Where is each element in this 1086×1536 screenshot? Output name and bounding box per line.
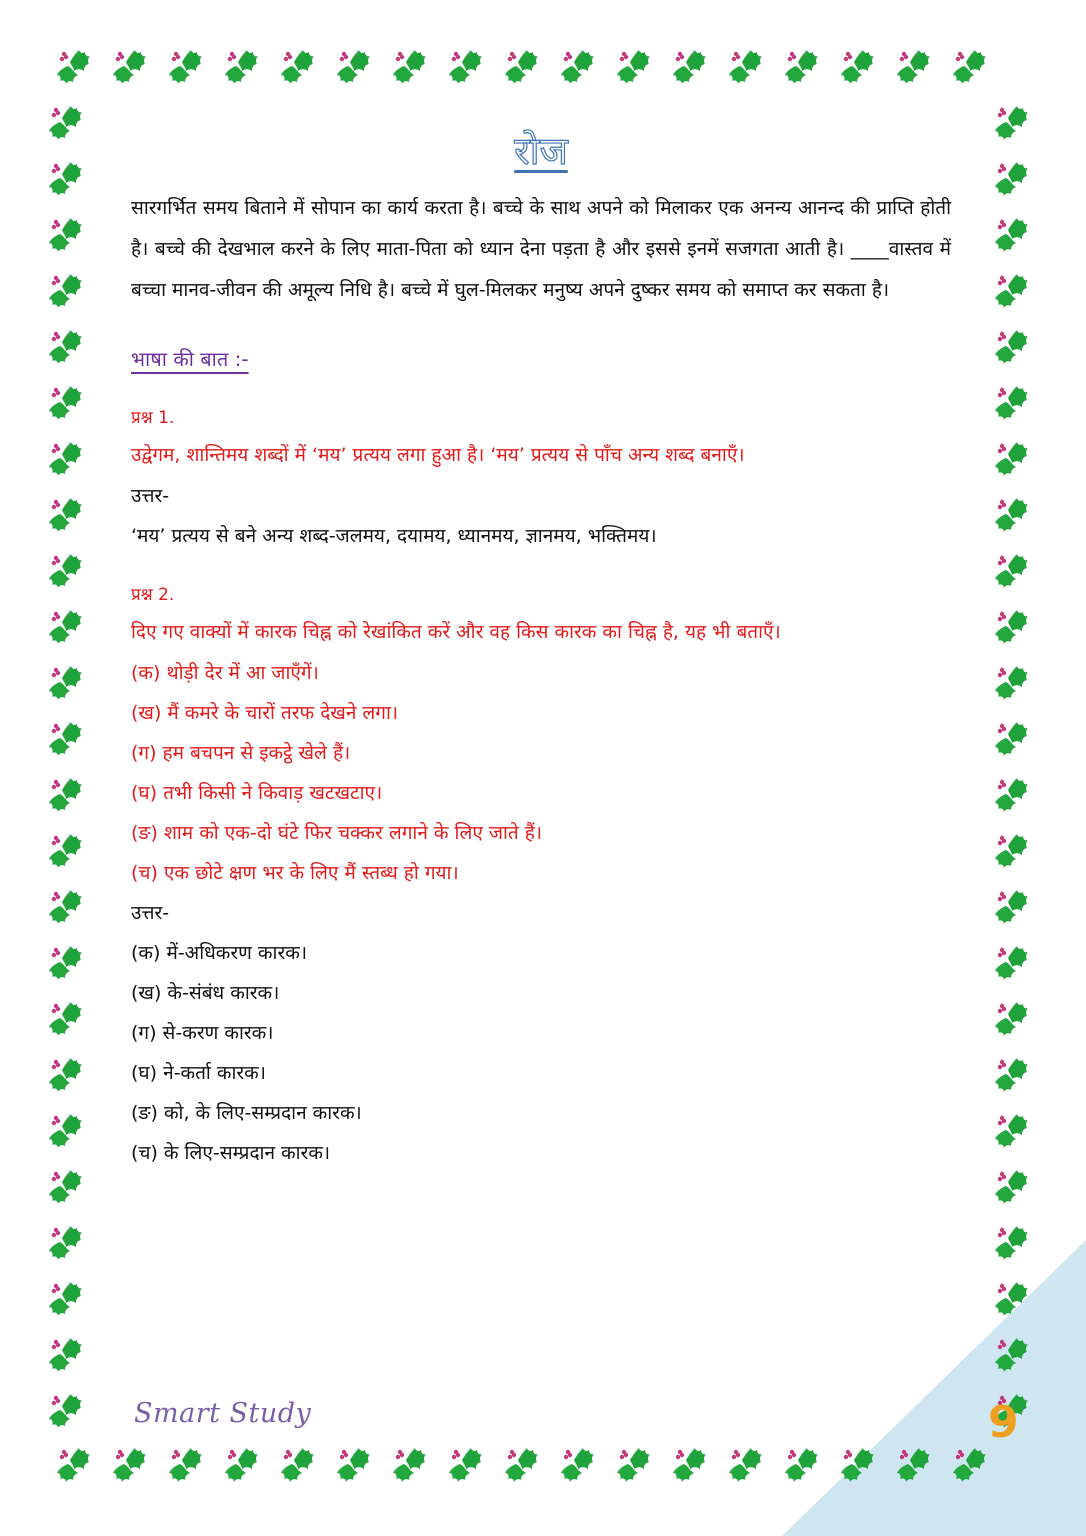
intro-paragraph: सारगर्भित समय बिताने में सोपान का कार्य करता है। बच्चे के साथ अपने को मिलाकर एक अनन्य आनन्द की प्राप्ति होती है। बच्चे की देखभाल करने के लिए माता-पिता को ध्यान देना पड़ता है और इससे इनमें सजगता आती है। ____वास्तव में बच्चा मानव-जीवन की अमूल्य निधि है। बच्चे में घुल-मिलकर मनुष्य अपने दुष्कर समय को समाप्त कर सकता है। — [131, 197, 951, 301]
sentence-item: (ङ) शाम को एक-दो घंटे फिर चक्कर लगाने के लिए जाते हैं। — [131, 822, 543, 844]
holly-leaf-icon — [337, 50, 370, 84]
holly-leaf-icon — [995, 162, 1028, 196]
holly-leaf-icon — [505, 50, 538, 84]
answer-label: उत्तर- — [131, 902, 170, 924]
holly-leaf-icon — [49, 554, 82, 588]
holly-leaf-icon — [995, 1058, 1028, 1092]
holly-leaf-icon — [673, 1448, 706, 1482]
answer-item: (ग) से-करण कारक। — [131, 1022, 274, 1044]
holly-leaf-icon — [49, 722, 82, 756]
holly-leaf-icon — [49, 218, 82, 252]
sentence-item: (क) थोड़ी देर में आ जाएँगें। — [131, 662, 319, 684]
holly-leaf-icon — [617, 50, 650, 84]
sentence-item: (घ) तभी किसी ने किवाड़ खटखटाए। — [131, 782, 383, 804]
holly-leaf-icon — [113, 50, 146, 84]
holly-leaf-icon — [995, 1114, 1028, 1148]
holly-leaf-icon — [995, 722, 1028, 756]
holly-leaf-icon — [995, 498, 1028, 532]
answer-item: (क) में-अधिकरण कारक। — [131, 942, 308, 964]
holly-leaf-icon — [113, 1448, 146, 1482]
holly-leaf-icon — [617, 1448, 650, 1482]
holly-leaf-icon — [449, 50, 482, 84]
holly-leaf-icon — [49, 1002, 82, 1036]
holly-leaf-icon — [49, 1282, 82, 1316]
holly-leaf-icon — [57, 50, 90, 84]
page-title: रोज — [514, 129, 568, 173]
holly-leaf-icon — [337, 1448, 370, 1482]
answer-text: ‘मय’ प्रत्यय से बने अन्य शब्द-जलमय, दयामय, ध्यानमय, ज्ञानमय, भक्तिमय। — [131, 525, 657, 547]
holly-leaf-icon — [953, 1448, 986, 1482]
holly-leaf-icon — [281, 50, 314, 84]
question-number: प्रश्न 1. — [131, 408, 175, 428]
question-text: दिए गए वाक्यों में कारक चिह्न को रेखांकित करें और वह किस कारक का चिह्न है, यह भी बताएँ। — [131, 621, 781, 643]
holly-leaf-icon — [995, 442, 1028, 476]
holly-leaf-icon — [995, 778, 1028, 812]
holly-leaf-icon — [995, 554, 1028, 588]
holly-leaf-icon — [505, 1448, 538, 1482]
holly-leaf-icon — [49, 162, 82, 196]
answer-item: (घ) ने-कर्ता कारक। — [131, 1062, 266, 1084]
holly-leaf-icon — [49, 1394, 82, 1428]
sentence-item: (ख) मैं कमरे के चारों तरफ देखने लगा। — [131, 702, 399, 724]
question-block-1 — [131, 401, 951, 556]
holly-leaf-icon — [841, 50, 874, 84]
holly-leaf-icon — [225, 1448, 258, 1482]
holly-leaf-icon — [561, 50, 594, 84]
holly-leaf-icon — [995, 1226, 1028, 1260]
holly-leaf-icon — [995, 218, 1028, 252]
holly-leaf-icon — [897, 1448, 930, 1482]
holly-leaf-icon — [49, 442, 82, 476]
holly-leaf-icon — [49, 610, 82, 644]
holly-leaf-icon — [995, 666, 1028, 700]
holly-leaf-icon — [995, 274, 1028, 308]
holly-leaf-icon — [729, 1448, 762, 1482]
holly-leaf-icon — [49, 106, 82, 140]
holly-leaf-icon — [49, 386, 82, 420]
holly-leaf-icon — [49, 274, 82, 308]
answer-item: (ख) के-संबंध कारक। — [131, 982, 280, 1004]
holly-leaf-icon — [995, 1282, 1028, 1316]
holly-leaf-icon — [57, 1448, 90, 1482]
answer-item: (ङ) को, के लिए-सम्प्रदान कारक। — [131, 1102, 362, 1124]
holly-leaf-icon — [995, 890, 1028, 924]
holly-leaf-icon — [393, 50, 426, 84]
holly-leaf-icon — [995, 1002, 1028, 1036]
holly-leaf-icon — [561, 1448, 594, 1482]
sentence-item: (च) एक छोटे क्षण भर के लिए मैं स्तब्ध हो गया। — [131, 862, 459, 884]
question-text: उद्वेगम, शान्तिमय शब्दों में ‘मय’ प्रत्यय लगा हुआ है। ‘मय’ प्रत्यय से पाँच अन्य शब्द बनाएँ। — [131, 444, 745, 466]
answer-item: (च) के लिए-सम्प्रदान कारक। — [131, 1142, 331, 1164]
page-number: 9 — [988, 1397, 1019, 1448]
holly-leaf-icon — [225, 50, 258, 84]
holly-leaf-icon — [169, 1448, 202, 1482]
sentence-item: (ग) हम बचपन से इकट्ठे खेले हैं। — [131, 742, 351, 764]
holly-leaf-icon — [995, 106, 1028, 140]
question-number: प्रश्न 2. — [131, 585, 175, 605]
holly-leaf-icon — [49, 1058, 82, 1092]
holly-leaf-icon — [169, 50, 202, 84]
holly-leaf-icon — [49, 666, 82, 700]
holly-leaf-icon — [995, 330, 1028, 364]
holly-leaf-icon — [49, 1338, 82, 1372]
holly-leaf-icon — [49, 1114, 82, 1148]
question-block-2 — [131, 578, 951, 1173]
holly-leaf-icon — [49, 778, 82, 812]
holly-leaf-icon — [49, 834, 82, 868]
holly-leaf-icon — [281, 1448, 314, 1482]
holly-leaf-icon — [995, 610, 1028, 644]
holly-leaf-icon — [449, 1448, 482, 1482]
holly-leaf-icon — [785, 1448, 818, 1482]
holly-leaf-icon — [953, 50, 986, 84]
brand-logo-text: Smart Study — [134, 1398, 312, 1429]
holly-leaf-icon — [49, 946, 82, 980]
holly-leaf-icon — [785, 50, 818, 84]
holly-leaf-icon — [995, 1338, 1028, 1372]
holly-leaf-icon — [897, 50, 930, 84]
section-heading: भाषा की बात :- — [131, 347, 249, 371]
holly-leaf-icon — [841, 1448, 874, 1482]
holly-leaf-icon — [995, 834, 1028, 868]
holly-leaf-icon — [49, 330, 82, 364]
holly-leaf-icon — [995, 946, 1028, 980]
holly-leaf-icon — [49, 890, 82, 924]
holly-leaf-icon — [995, 386, 1028, 420]
holly-leaf-icon — [673, 50, 706, 84]
holly-leaf-icon — [995, 1170, 1028, 1204]
holly-leaf-icon — [49, 1226, 82, 1260]
holly-leaf-icon — [393, 1448, 426, 1482]
holly-leaf-icon — [729, 50, 762, 84]
answer-label: उत्तर- — [131, 485, 170, 507]
holly-leaf-icon — [49, 1170, 82, 1204]
holly-leaf-icon — [49, 498, 82, 532]
